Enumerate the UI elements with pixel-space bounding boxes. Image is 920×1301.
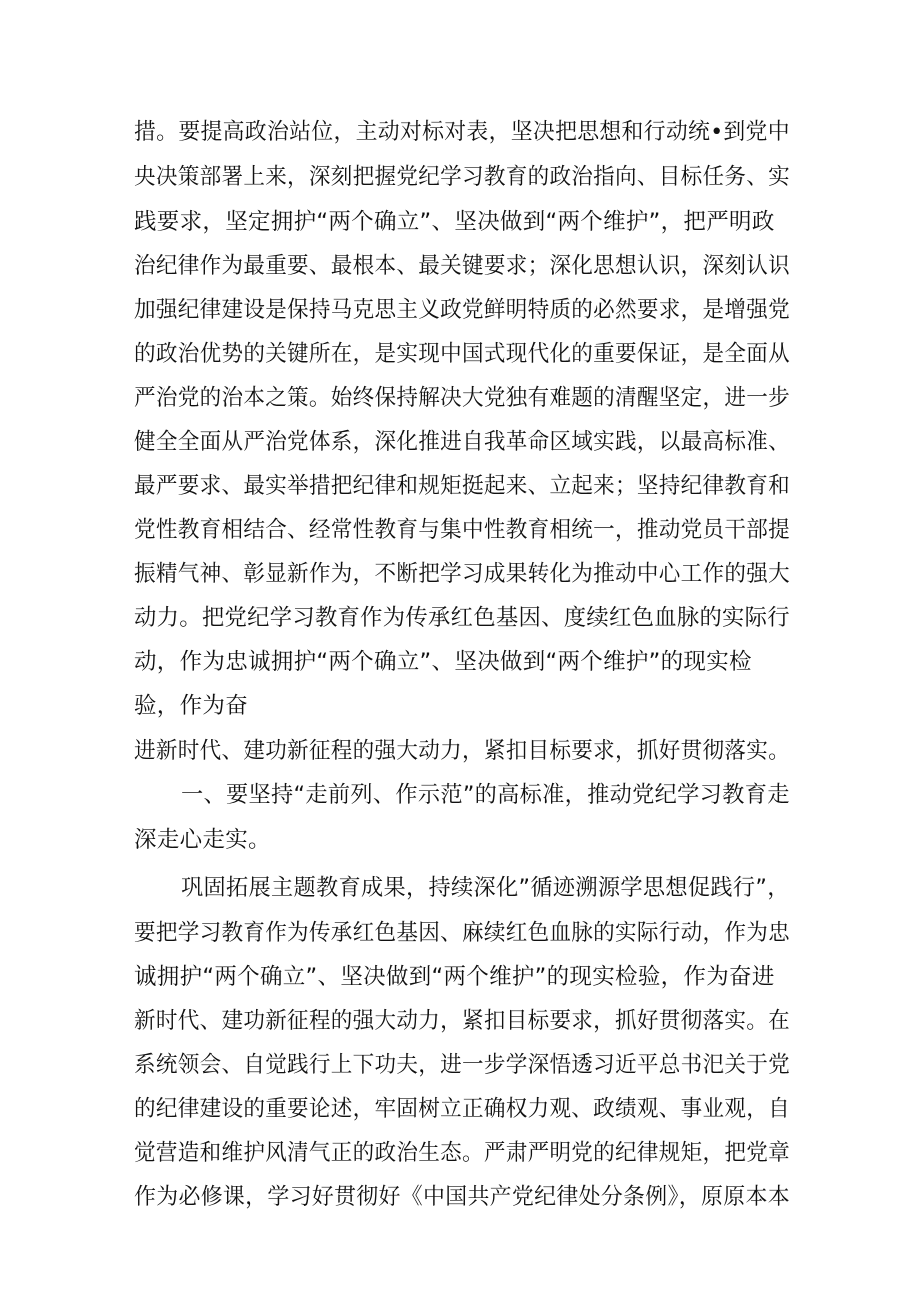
text-line: 新时代、建功新征程的强大动力，紧扣目标要求，抓好贯彻落实。在 xyxy=(134,1008,790,1034)
text-line: 动，作为忠诚拥护“两个确立”、坚决做到“两个维护”的现实检 xyxy=(134,649,752,675)
text-line: 最严要求、最实举措把纪律和规矩挺起来、立起来；坚持纪律教育和 xyxy=(134,473,790,499)
text-line: 验，作为奋 xyxy=(134,693,249,719)
text-line: 健全全面从严治党体系，深化推进自我革命区域实践，以最高标准、 xyxy=(134,429,790,455)
text-line: 作为必修课，学习好贯彻好《中国共产党纪律处分条例》，原原本本 xyxy=(134,1184,790,1210)
text-line: 系统领会、自觉践行上下功夫，进一步学深悟透习近平总书汜关于党 xyxy=(134,1052,790,1078)
text-line: 诚拥护“两个确立”、坚决做到“两个维护”的现实检验，作为奋进 xyxy=(134,964,775,990)
text-line: 治纪律作为最重要、最根本、最关键要求；深化思想认识，深刻认识 xyxy=(134,253,790,279)
section-heading-continued: 深走心走实。 xyxy=(134,827,271,853)
text-line: 加强纪律建设是保持马克思主义政党鲜明特质的必然要求，是增强党 xyxy=(134,297,790,323)
text-line: 觉营造和维护风清气正的政治生态。严肃严明党的纪律规矩，把党章 xyxy=(134,1140,790,1166)
text-line: 的纪律建设的重要论述，牢固树立正确权力观、政绩观、事业观，自 xyxy=(134,1096,790,1122)
text-line: 践要求，坚定拥护“两个确立”、坚决做到“两个维护”，把严明政 xyxy=(134,209,775,235)
text-line: 进新时代、建功新征程的强大动力，紧扣目标要求，抓好贯彻落实。 xyxy=(134,738,790,764)
text-line: 的政治优势的关键所在，是实现中国式现代化的重要保证，是全面从 xyxy=(134,341,790,367)
text-line: 振精气神、彰显新作为，不断把学习成果转化为推动中心工作的强大 xyxy=(134,561,790,587)
text-line: 措。要提高政治站位，主动对标对表，坚决把思想和行动统•到党中 xyxy=(134,119,790,145)
text-line: 巩固拓展主题教育成果，持续深化”循迹溯源学思想促践行”， xyxy=(181,875,790,901)
text-line: 央决策部署上来，深刻把握党纪学习教育的政治指向、目标任务、实 xyxy=(134,164,790,190)
section-heading: 一、要坚持“走前列、作示范”的高标准，推动党纪学习教育走 xyxy=(181,782,790,808)
text-line: 严治党的治本之策。始终保持解决大党独有难题的清醒坚定，进一步 xyxy=(134,385,790,411)
text-line: 党性教育相结合、经常性教育与集中性教育相统一，推动党员干部提 xyxy=(134,517,790,543)
text-line: 动力。把党纪学习教育作为传承红色基因、度续红色血脉的实际行 xyxy=(134,605,790,631)
text-line: 要把学习教育作为传承红色基因、麻续红色血脉的实际行动，作为忠 xyxy=(134,920,790,946)
